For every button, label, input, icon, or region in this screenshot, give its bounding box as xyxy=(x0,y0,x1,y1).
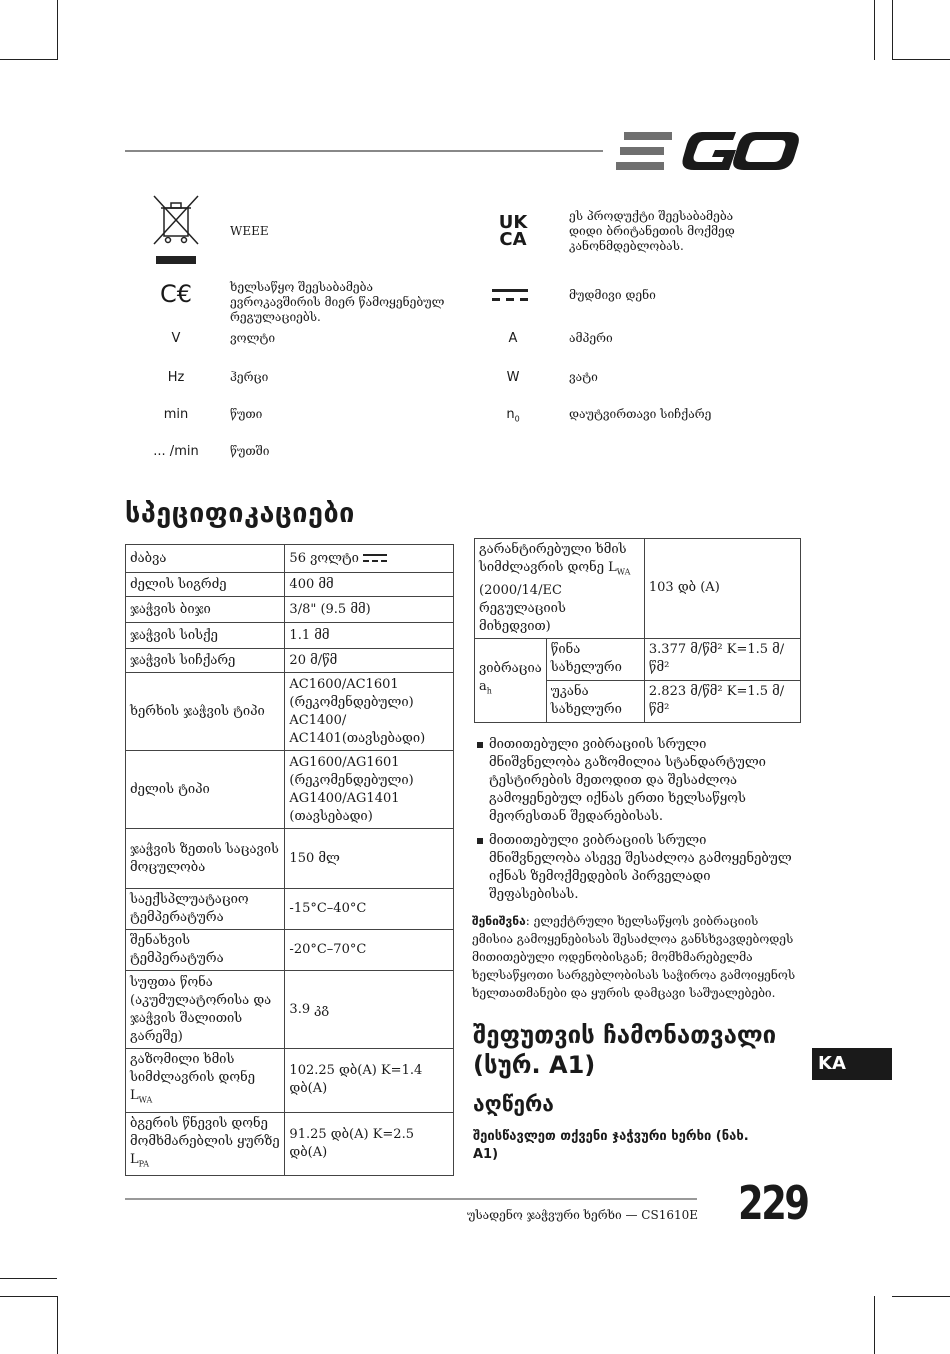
list-item: მითითებული ვიბრაციის სრული მნიშვნელობა გაზომილია სტანდარტული ტესტირების მეთოდით და შესაძლოა გამოყენებულ იქნას ერთი ხელსაწყოს მეორესთან შედარებისას. xyxy=(475,736,795,826)
crop-mark xyxy=(0,59,57,60)
minute-symbol: min xyxy=(163,407,189,422)
spec-label: ბგერის წნევის დონე მომხმარებლის ყურზე $L_{PA}$ xyxy=(126,1112,285,1176)
hertz-description: ჰერცი xyxy=(230,370,269,384)
table-row xyxy=(126,889,454,930)
spec-label: ძაბვა xyxy=(126,545,285,573)
table-row xyxy=(126,829,454,889)
direct-current-icon xyxy=(363,553,387,563)
weee-bin-icon xyxy=(150,194,202,266)
specs-table-left xyxy=(125,544,454,1176)
spec-value: AC1600/AC1601 (რეკომენდებული) AC1400/ AC1401(თავსებადი) xyxy=(285,673,454,751)
note-paragraph: შენიშვნა: ელექტრული ხელსაწყოს ვიბრაციის ემისია გამოყენებისას შესაძლოა განსხვავდებოდეს მითითებული ოდენობისგან; მომხმარებელმა ხელსაწყოთი სარგებლობისას საჭიროა გამოიყენოს ხელთათმანები და ყურის დამცავი საშუალებები. xyxy=(472,914,796,1000)
table-row xyxy=(126,545,454,573)
table-row xyxy=(126,573,454,597)
spec-value: 2.823 მ/წმ² K=1.5 მ/წმ² xyxy=(644,680,800,722)
spec-value: 150 მლ xyxy=(285,829,454,889)
bullet-square-icon xyxy=(477,838,483,844)
ce-description: ხელსაწყო შეესაბამება ევროკავშირის მიერ წამოყენებულ რეგულაციებს. xyxy=(230,280,445,324)
table-row xyxy=(126,971,454,1049)
watt-description: ვატი xyxy=(569,370,598,384)
spec-label: სუფთა წონა (აკუმულატორისა და ჯაჭვის შალითის გარეშე) xyxy=(126,971,285,1049)
no-load-speed-symbol: $n_0$ xyxy=(506,407,520,424)
spec-value: 1.1 მმ xyxy=(285,623,454,649)
crop-mark xyxy=(892,59,950,60)
spec-value: 400 მმ xyxy=(285,573,454,597)
spec-label: ჯაჭვის ზეთის საცავის მოცულობა xyxy=(126,829,285,889)
crop-mark xyxy=(874,1296,875,1354)
spec-label: შენახვის ტემპერატურა xyxy=(126,930,285,971)
crop-mark xyxy=(57,0,58,60)
bullet-square-icon xyxy=(477,742,483,748)
specifications-title: სპეციფიკაციები xyxy=(125,498,355,529)
spec-label: ჯაჭვის სიჩქარე xyxy=(126,649,285,673)
ukca-icon: UK CA xyxy=(498,212,528,250)
footer-rule xyxy=(125,1198,697,1200)
packing-list-heading: შეფუთვის ჩამონათვალი (სურ. A1) xyxy=(473,1021,777,1079)
per-minute-symbol: ... /min xyxy=(153,444,199,459)
dc-description: მუდმივი დენი xyxy=(569,288,656,302)
no-load-speed-description: დაუტვირთავი სიჩქარე xyxy=(569,407,712,421)
table-row xyxy=(475,638,801,680)
spec-value: 3.9 კგ xyxy=(285,971,454,1049)
crop-mark xyxy=(892,0,893,60)
watt-symbol: W xyxy=(506,370,520,385)
minute-description: წუთი xyxy=(230,407,263,421)
vibration-bullets xyxy=(475,736,795,910)
spec-label: ჯაჭვის სისქე xyxy=(126,623,285,649)
table-row xyxy=(475,539,801,639)
spec-label: ხერხის ჯაჭვის ტიპი xyxy=(126,673,285,751)
ego-logo xyxy=(616,130,800,172)
spec-value: 3.377 მ/წმ² K=1.5 მ/წმ² xyxy=(644,638,800,680)
table-row xyxy=(126,751,454,829)
table-row xyxy=(126,1112,454,1176)
table-row xyxy=(126,597,454,623)
language-tab: KA xyxy=(812,1048,892,1080)
page-number: 229 xyxy=(738,1176,808,1230)
table-row xyxy=(126,623,454,649)
header-rule xyxy=(125,150,603,152)
table-row xyxy=(126,930,454,971)
spec-label: ძელის სიგრძე xyxy=(126,573,285,597)
table-row xyxy=(126,673,454,751)
footer-product-name: უსადენო ჯაჭვური ხერხი — CS1610E xyxy=(466,1208,698,1222)
crop-mark xyxy=(874,0,875,60)
specs-table-right xyxy=(474,538,801,723)
weee-label: WEEE xyxy=(230,224,269,238)
list-item: მითითებული ვიბრაციის სრული მნიშვნელობა ასევე შესაძლოა გამოყენებულ იქნას ზემოქმედების პირველადი შეფასებისას. xyxy=(475,832,795,904)
amp-symbol: A xyxy=(508,331,518,346)
spec-label: ვიბრაცია $a_h$ xyxy=(475,638,547,722)
amp-description: ამპერი xyxy=(569,331,613,345)
crop-mark xyxy=(57,1296,58,1354)
spec-label: გაზომილი ხმის სიმძლავრის დონე $L_{WA}$ xyxy=(126,1049,285,1113)
spec-value: 102.25 დბ(A) K=1.4 დბ(A) xyxy=(285,1049,454,1113)
table-row xyxy=(126,649,454,673)
spec-label: ძელის ტიპი xyxy=(126,751,285,829)
crop-mark xyxy=(0,1278,57,1279)
spec-label: ჯაჭვის ბიჯი xyxy=(126,597,285,623)
description-heading: აღწერა xyxy=(473,1092,554,1116)
spec-label: საექსპლუატაციო ტემპერატურა xyxy=(126,889,285,930)
note-label: შენიშვნა xyxy=(472,914,526,928)
volt-symbol: V xyxy=(171,331,181,346)
spec-value: 91.25 დბ(A) K=2.5 დბ(A) xyxy=(285,1112,454,1176)
spec-value: 56 ვოლტი xyxy=(285,545,454,573)
ce-mark-icon: C€ xyxy=(159,280,193,308)
per-minute-description: წუთში xyxy=(230,444,270,458)
spec-value: -15°C–40°C xyxy=(285,889,454,930)
spec-value: 103 დბ (A) xyxy=(644,539,800,639)
spec-label: გარანტირებული ხმის სიმძლავრის დონე $L_{WA}$ (2000/14/EC რეგულაციის მიხედვით) xyxy=(475,539,645,639)
volt-description: ვოლტი xyxy=(230,331,276,345)
direct-current-icon xyxy=(492,288,528,302)
crop-mark xyxy=(892,1296,950,1297)
spec-value: 20 მ/წმ xyxy=(285,649,454,673)
spec-value: -20°C–70°C xyxy=(285,930,454,971)
hertz-symbol: Hz xyxy=(167,370,185,385)
table-row xyxy=(126,1049,454,1113)
crop-mark xyxy=(0,1296,57,1297)
spec-sublabel: უკანა სახელური xyxy=(546,680,644,722)
spec-sublabel: წინა სახელური xyxy=(546,638,644,680)
know-your-saw-heading: შეისწავლეთ თქვენი ჯაჭვური ხერხი (ნახ. A1) xyxy=(473,1129,749,1162)
spec-value: AG1600/AG1601 (რეკომენდებული) AG1400/AG1401 (თავსებადი) xyxy=(285,751,454,829)
ukca-description: ეს პროდუქტი შეესაბამება დიდი ბრიტანეთის მოქმედ კანონმდებლობას. xyxy=(569,209,735,253)
spec-value: 3/8" (9.5 მმ) xyxy=(285,597,454,623)
